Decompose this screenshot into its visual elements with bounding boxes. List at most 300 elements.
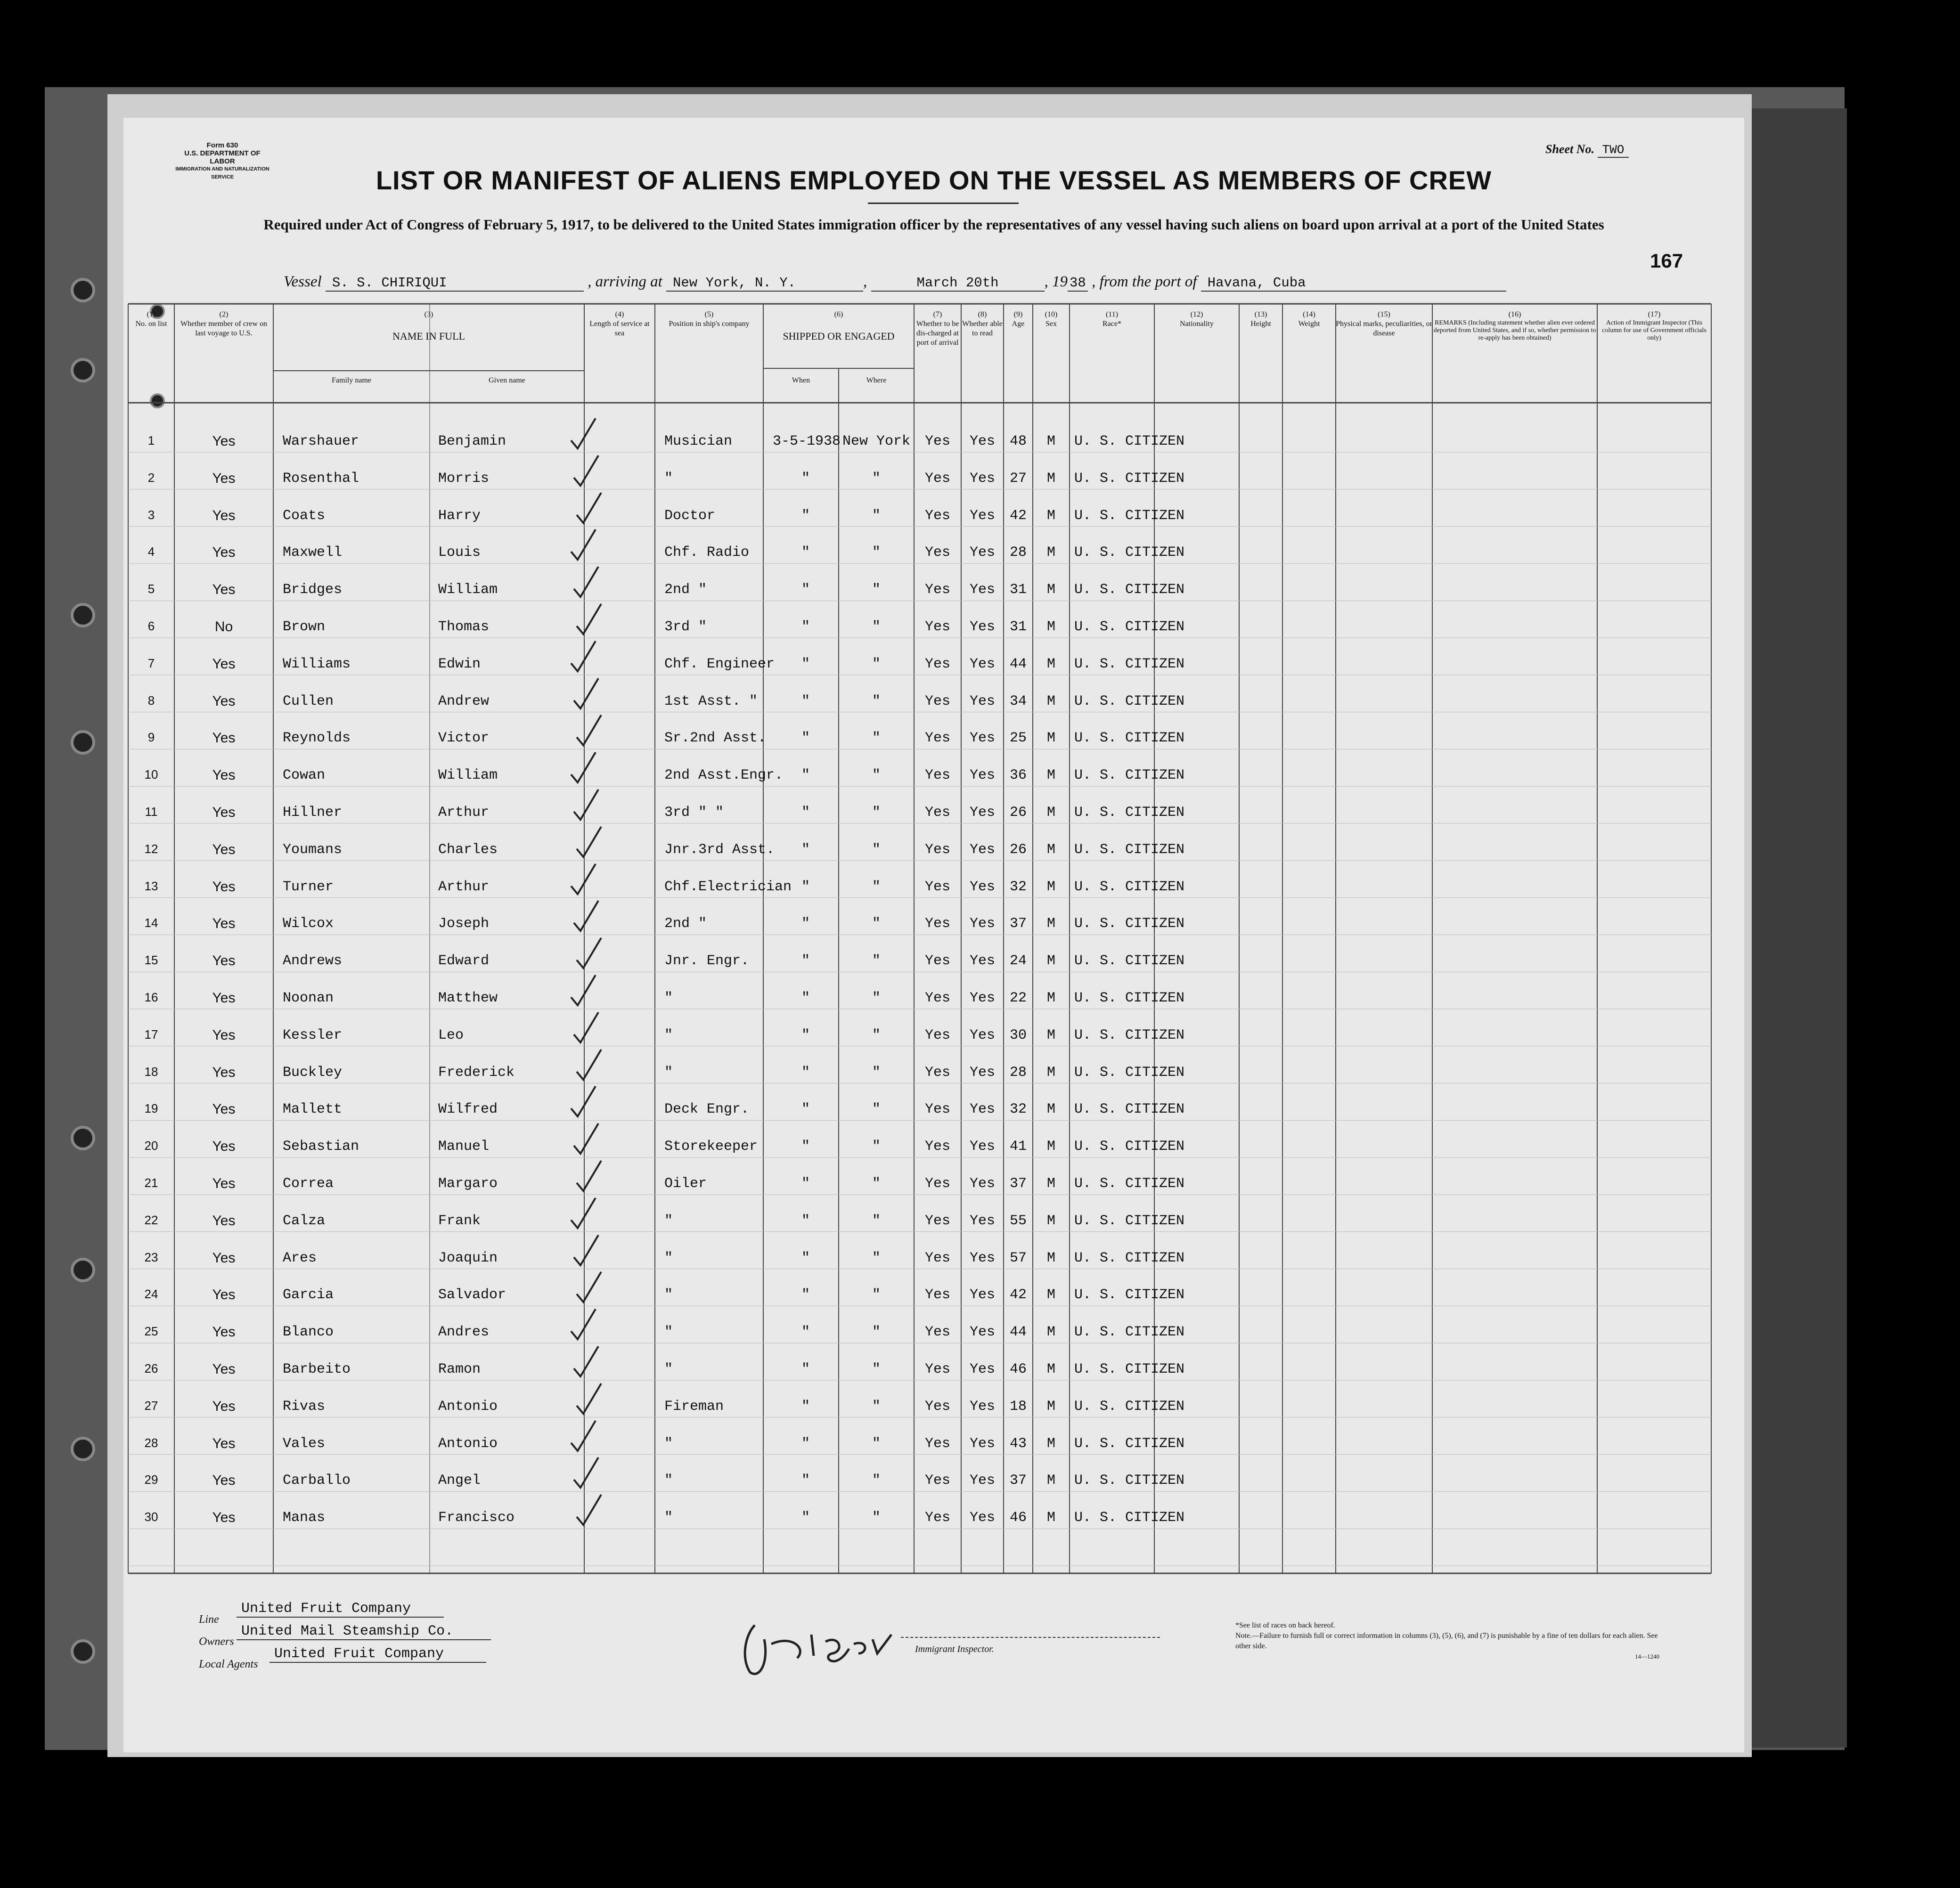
binder-hole — [71, 730, 95, 755]
col-number: (14) — [1303, 310, 1315, 318]
crew-last-voyage: Yes — [212, 693, 236, 709]
col-number: (10) — [1045, 310, 1058, 318]
crew-last-voyage: Yes — [212, 1064, 236, 1080]
discharged: Yes — [924, 841, 950, 858]
able-to-read: Yes — [969, 1324, 995, 1341]
given-name: Margaro — [438, 1176, 498, 1192]
family-name: Buckley — [283, 1064, 343, 1081]
able-to-read: Yes — [969, 1101, 995, 1118]
position: 2nd " — [664, 916, 707, 932]
race: U. S. CITIZEN — [1074, 1287, 1185, 1303]
given-name: Antonio — [438, 1435, 498, 1452]
race: U. S. CITIZEN — [1074, 1324, 1185, 1341]
family-name: Rivas — [283, 1398, 326, 1415]
given-name: Salvador — [438, 1287, 506, 1303]
family-name: Correa — [283, 1176, 334, 1192]
discharged: Yes — [924, 990, 950, 1006]
given-name: Joseph — [438, 916, 490, 932]
check-mark-icon — [569, 1454, 607, 1491]
sex: M — [1046, 990, 1055, 1006]
sex: M — [1046, 1287, 1055, 1303]
able-to-read: Yes — [969, 1176, 995, 1192]
page-subtitle: Required under Act of Congress of February 5, 1917, to be delivered to the United States immigration officer by the representatives of any vessel having such aliens on board upon arrival at a port of the United States — [263, 216, 1604, 233]
inspector-label: Immigrant Inspector. — [915, 1644, 994, 1654]
check-mark-icon — [566, 860, 604, 898]
age: 55 — [1009, 1213, 1027, 1229]
position: Musician — [664, 433, 733, 449]
sex: M — [1046, 841, 1055, 858]
col-header-position — [655, 310, 763, 329]
discharged: Yes — [924, 879, 950, 895]
sex: M — [1046, 1027, 1055, 1043]
discharged: Yes — [924, 1435, 950, 1452]
shipped-when: " — [801, 767, 810, 784]
able-to-read: Yes — [969, 1139, 995, 1155]
shipped-where: " — [872, 1027, 881, 1043]
vessel-name: S. S. CHIRIQUI — [326, 275, 584, 292]
shipped-where: " — [872, 507, 881, 524]
discharged: Yes — [924, 1324, 950, 1341]
sex: M — [1046, 1139, 1055, 1155]
given-name: Arthur — [438, 879, 490, 895]
shipped-where: " — [872, 1398, 881, 1415]
owners-label: Owners — [199, 1636, 234, 1648]
crew-last-voyage: Yes — [212, 582, 236, 598]
able-to-read: Yes — [969, 433, 995, 449]
col-number: (17) — [1648, 310, 1661, 318]
shipped-where: " — [872, 1287, 881, 1303]
row-number: 22 — [144, 1213, 158, 1227]
able-to-read: Yes — [969, 730, 995, 747]
race: U. S. CITIZEN — [1074, 1473, 1185, 1489]
able-to-read: Yes — [969, 507, 995, 524]
crew-last-voyage: Yes — [212, 1250, 236, 1266]
position: Chf.Electrician — [664, 879, 792, 895]
family-name: Manas — [283, 1510, 326, 1526]
department-name: U.S. DEPARTMENT OF LABOR — [184, 149, 261, 165]
given-name: Frank — [438, 1213, 481, 1229]
sex: M — [1046, 1398, 1055, 1415]
crew-last-voyage: Yes — [212, 879, 236, 895]
given-name: Thomas — [438, 619, 490, 635]
agents-label: Local Agents — [199, 1658, 258, 1670]
footer-notes — [1235, 1620, 1659, 1662]
able-to-read: Yes — [969, 1510, 995, 1526]
position: " — [664, 1473, 673, 1489]
stamp-number: 167 — [1650, 250, 1683, 272]
shipped-when: " — [801, 1250, 810, 1266]
given-name: Leo — [438, 1027, 464, 1043]
race: U. S. CITIZEN — [1074, 1435, 1185, 1452]
agents-value: United Fruit Company — [270, 1646, 486, 1663]
sheet-number-label: Sheet No. — [1545, 142, 1594, 156]
position: " — [664, 1064, 673, 1081]
able-to-read: Yes — [969, 805, 995, 821]
check-mark-icon — [569, 1343, 607, 1380]
position: Sr.2nd Asst. — [664, 730, 767, 747]
check-mark-icon — [566, 415, 604, 452]
age: 26 — [1009, 841, 1027, 858]
age: 42 — [1009, 1287, 1027, 1303]
crew-last-voyage: Yes — [212, 805, 236, 820]
col-label: Length of service at sea — [589, 320, 650, 337]
col-number: (9) — [1013, 310, 1023, 318]
race: U. S. CITIZEN — [1074, 1176, 1185, 1192]
manifest-sheet — [123, 118, 1744, 1752]
page-title: LIST OR MANIFEST OF ALIENS EMPLOYED ON THE VESSEL AS MEMBERS OF CREW — [376, 165, 1492, 195]
row-number: 10 — [144, 767, 158, 782]
family-name: Ares — [283, 1250, 317, 1266]
discharged: Yes — [924, 1064, 950, 1081]
col-number: (12) — [1190, 310, 1203, 318]
race: U. S. CITIZEN — [1074, 656, 1185, 672]
shipped-when: " — [801, 1027, 810, 1043]
row-number: 26 — [144, 1361, 158, 1375]
col-label: Whether able to read — [962, 320, 1003, 337]
sex: M — [1046, 619, 1055, 635]
discharged: Yes — [924, 805, 950, 821]
race: U. S. CITIZEN — [1074, 1510, 1185, 1526]
race: U. S. CITIZEN — [1074, 730, 1185, 747]
position: " — [664, 1510, 673, 1526]
row-number: 24 — [144, 1287, 158, 1302]
discharged: Yes — [924, 507, 950, 524]
discharged: Yes — [924, 656, 950, 672]
able-to-read: Yes — [969, 545, 995, 561]
shipped-where: " — [872, 841, 881, 858]
shipped-where: " — [872, 545, 881, 561]
given-name: Wilfred — [438, 1101, 498, 1118]
check-mark-icon — [572, 934, 610, 972]
col-number: (6) — [834, 310, 843, 318]
shipped-when: " — [801, 507, 810, 524]
crew-last-voyage: No — [214, 619, 233, 635]
shipped-when: 3-5-1938 — [773, 433, 841, 449]
discharged: Yes — [924, 1287, 950, 1303]
col-number: (13) — [1254, 310, 1267, 318]
discharged: Yes — [924, 1139, 950, 1155]
binder-hole — [71, 603, 95, 627]
given-name: William — [438, 582, 498, 598]
check-mark-icon — [569, 786, 607, 823]
race: U. S. CITIZEN — [1074, 1101, 1185, 1118]
print-code: 14—1240 — [1635, 1653, 1659, 1660]
shipped-where: " — [872, 767, 881, 784]
crew-last-voyage: Yes — [212, 507, 236, 523]
position: Oiler — [664, 1176, 707, 1192]
arrival-date: March 20th — [871, 275, 1045, 292]
discharged: Yes — [924, 582, 950, 598]
family-name: Mallett — [283, 1101, 343, 1118]
row-number: 18 — [144, 1064, 158, 1079]
race: U. S. CITIZEN — [1074, 1139, 1185, 1155]
crew-last-voyage: Yes — [212, 470, 236, 486]
age: 18 — [1009, 1398, 1027, 1415]
race: U. S. CITIZEN — [1074, 916, 1185, 932]
crew-last-voyage: Yes — [212, 1473, 236, 1489]
crew-last-voyage: Yes — [212, 1287, 236, 1303]
check-mark-icon — [572, 1157, 610, 1195]
arrival-port: New York, N. Y. — [666, 275, 863, 292]
crew-last-voyage: Yes — [212, 841, 236, 857]
age: 28 — [1009, 1064, 1027, 1081]
check-mark-icon — [572, 1268, 610, 1306]
vessel-label: Vessel — [284, 273, 322, 290]
sex: M — [1046, 433, 1055, 449]
crew-last-voyage: Yes — [212, 1361, 236, 1377]
row-number: 15 — [144, 953, 158, 968]
shipped-when: " — [801, 730, 810, 747]
discharged: Yes — [924, 1176, 950, 1192]
family-name: Blanco — [283, 1324, 334, 1341]
sex: M — [1046, 470, 1055, 487]
discharged: Yes — [924, 916, 950, 932]
sex: M — [1046, 656, 1055, 672]
family-name: Cullen — [283, 693, 334, 709]
family-name: Andrews — [283, 953, 343, 969]
col-header-read — [961, 310, 1004, 338]
sex: M — [1046, 805, 1055, 821]
shipped-where: " — [872, 916, 881, 932]
year-prefix: 19 — [1052, 273, 1068, 290]
sex: M — [1046, 916, 1055, 932]
family-name: Rosenthal — [283, 470, 359, 487]
crew-last-voyage: Yes — [212, 953, 236, 969]
family-name: Warshauer — [283, 433, 359, 449]
shipped-when: " — [801, 545, 810, 561]
row-number: 28 — [144, 1435, 158, 1450]
row-number: 13 — [144, 879, 158, 893]
family-name: Youmans — [283, 841, 343, 858]
shipped-when: " — [801, 879, 810, 895]
given-name: Antonio — [438, 1398, 498, 1415]
shipped-where: " — [872, 1064, 881, 1081]
shipped-where: " — [872, 1324, 881, 1341]
row-number: 1 — [147, 433, 155, 448]
row-number: 30 — [144, 1510, 158, 1524]
age: 26 — [1009, 805, 1027, 821]
crew-last-voyage: Yes — [212, 1139, 236, 1155]
col-header-where — [839, 376, 914, 385]
able-to-read: Yes — [969, 582, 995, 598]
race: U. S. CITIZEN — [1074, 1027, 1185, 1043]
col-header-remarks — [1432, 310, 1597, 342]
shipped-when: " — [801, 1139, 810, 1155]
col-number: (7) — [933, 310, 942, 318]
shipped-where: " — [872, 953, 881, 969]
position: 2nd " — [664, 582, 707, 598]
position: Doctor — [664, 507, 716, 524]
given-name: Arthur — [438, 805, 490, 821]
able-to-read: Yes — [969, 1027, 995, 1043]
check-mark-icon — [572, 711, 610, 749]
races-note: *See list of races on back hereof. — [1235, 1621, 1335, 1629]
age: 32 — [1009, 1101, 1027, 1118]
race: U. S. CITIZEN — [1074, 805, 1185, 821]
discharged: Yes — [924, 470, 950, 487]
check-mark-icon — [569, 675, 607, 712]
position: Jnr.3rd Asst. — [664, 841, 775, 858]
col-label: Weight — [1298, 320, 1320, 328]
race: U. S. CITIZEN — [1074, 619, 1185, 635]
able-to-read: Yes — [969, 1361, 995, 1377]
departure-port: Havana, Cuba — [1201, 275, 1506, 292]
age: 44 — [1009, 656, 1027, 672]
crew-last-voyage: Yes — [212, 656, 236, 672]
row-number: 11 — [145, 805, 158, 819]
row-number: 12 — [144, 841, 158, 856]
manifest-table-grid — [123, 118, 1744, 1752]
crew-last-voyage: Yes — [212, 916, 236, 932]
shipped-when: " — [801, 1324, 810, 1341]
position: 3rd " — [664, 619, 707, 635]
discharged: Yes — [924, 767, 950, 784]
age: 46 — [1009, 1510, 1027, 1526]
shipped-where: " — [872, 805, 881, 821]
crew-last-voyage: Yes — [212, 1213, 236, 1229]
shipped-when: " — [801, 582, 810, 598]
race: U. S. CITIZEN — [1074, 545, 1185, 561]
given-name: Andrew — [438, 693, 490, 709]
race: U. S. CITIZEN — [1074, 1064, 1185, 1081]
binder-hole — [71, 1639, 95, 1664]
given-name: Frederick — [438, 1064, 515, 1081]
col-number: (11) — [1105, 310, 1119, 318]
row-number: 4 — [147, 545, 155, 559]
crew-last-voyage: Yes — [212, 767, 236, 783]
col-number: (4) — [615, 310, 624, 318]
sex: M — [1046, 767, 1055, 784]
shipped-when: " — [801, 1435, 810, 1452]
row-number: 29 — [144, 1473, 158, 1487]
shipped-when: " — [801, 1361, 810, 1377]
discharged: Yes — [924, 1213, 950, 1229]
sex: M — [1046, 1250, 1055, 1266]
race: U. S. CITIZEN — [1074, 1213, 1185, 1229]
col-label: Height — [1250, 320, 1271, 328]
given-name: Matthew — [438, 990, 498, 1006]
shipped-when: " — [801, 1101, 810, 1118]
col-label: Given name — [489, 376, 525, 384]
row-number: 5 — [147, 582, 155, 596]
sex: M — [1046, 1064, 1055, 1081]
col-number: (2) — [219, 310, 229, 318]
discharged: Yes — [924, 433, 950, 449]
shipped-when: " — [801, 805, 810, 821]
col-label: Race* — [1102, 320, 1121, 328]
given-name: Edwin — [438, 656, 481, 672]
crew-last-voyage: Yes — [212, 545, 236, 561]
able-to-read: Yes — [969, 953, 995, 969]
position: Chf. Engineer — [664, 656, 775, 672]
shipped-when: " — [801, 1064, 810, 1081]
able-to-read: Yes — [969, 1064, 995, 1081]
able-to-read: Yes — [969, 1435, 995, 1452]
sex: M — [1046, 1473, 1055, 1489]
age: 48 — [1009, 433, 1027, 449]
col-label: Where — [866, 376, 887, 384]
check-mark-icon — [566, 749, 604, 786]
family-name: Hillner — [283, 805, 343, 821]
race: U. S. CITIZEN — [1074, 767, 1185, 784]
race: U. S. CITIZEN — [1074, 879, 1185, 895]
binder-hole — [71, 1258, 95, 1282]
row-number: 17 — [144, 1027, 158, 1042]
able-to-read: Yes — [969, 841, 995, 858]
race: U. S. CITIZEN — [1074, 1250, 1185, 1266]
col-header-race — [1070, 310, 1154, 329]
race: U. S. CITIZEN — [1074, 433, 1185, 449]
col-label: REMARKS (Including statement whether alien ever ordered deported from United States, and if so, whether permission to re-apply has been obtained) — [1433, 319, 1596, 342]
position: Chf. Radio — [664, 545, 750, 561]
sex: M — [1046, 1101, 1055, 1118]
race: U. S. CITIZEN — [1074, 693, 1185, 709]
shipped-where: " — [872, 1361, 881, 1377]
col-header-action — [1597, 310, 1711, 342]
col-header-physical — [1336, 310, 1432, 338]
position: " — [664, 470, 673, 487]
family-name: Coats — [283, 507, 326, 524]
col-header-discharged — [914, 310, 961, 348]
discharged: Yes — [924, 1361, 950, 1377]
shipped-where: " — [872, 656, 881, 672]
family-name: Turner — [283, 879, 334, 895]
row-number: 9 — [147, 730, 155, 745]
line-label: Line — [199, 1613, 219, 1626]
position: Jnr. Engr. — [664, 953, 750, 969]
binder-hole — [71, 1437, 95, 1461]
family-name: Williams — [283, 656, 351, 672]
shipped-where: " — [872, 1176, 881, 1192]
col-header-given-name — [430, 376, 584, 385]
check-mark-icon — [569, 1009, 607, 1046]
age: 36 — [1009, 767, 1027, 784]
col-label: Whether to be dis-charged at port of arrival — [916, 320, 959, 347]
row-number: 19 — [144, 1101, 158, 1116]
age: 44 — [1009, 1324, 1027, 1341]
col-label: NAME IN FULL — [392, 330, 465, 342]
crew-last-voyage: Yes — [212, 1324, 236, 1340]
discharged: Yes — [924, 1101, 950, 1118]
col-header-name — [273, 310, 584, 341]
crew-last-voyage: Yes — [212, 1027, 236, 1043]
col-header-no — [128, 310, 174, 329]
race: U. S. CITIZEN — [1074, 470, 1185, 487]
position: " — [664, 1213, 673, 1229]
given-name: Francisco — [438, 1510, 515, 1526]
family-name: Reynolds — [283, 730, 351, 747]
discharged: Yes — [924, 693, 950, 709]
position: " — [664, 1324, 673, 1341]
shipped-where: " — [872, 619, 881, 635]
shipped-when: " — [801, 916, 810, 932]
shipped-where: New York — [842, 433, 911, 449]
sex: M — [1046, 1176, 1055, 1192]
discharged: Yes — [924, 619, 950, 635]
family-name: Brown — [283, 619, 326, 635]
able-to-read: Yes — [969, 990, 995, 1006]
check-mark-icon — [566, 971, 604, 1009]
col-header-crew — [174, 310, 273, 338]
sex: M — [1046, 1361, 1055, 1377]
able-to-read: Yes — [969, 1287, 995, 1303]
crew-last-voyage: Yes — [212, 1510, 236, 1526]
check-mark-icon — [569, 897, 607, 935]
check-mark-icon — [572, 1046, 610, 1083]
discharged: Yes — [924, 1510, 950, 1526]
position: " — [664, 1361, 673, 1377]
able-to-read: Yes — [969, 1473, 995, 1489]
